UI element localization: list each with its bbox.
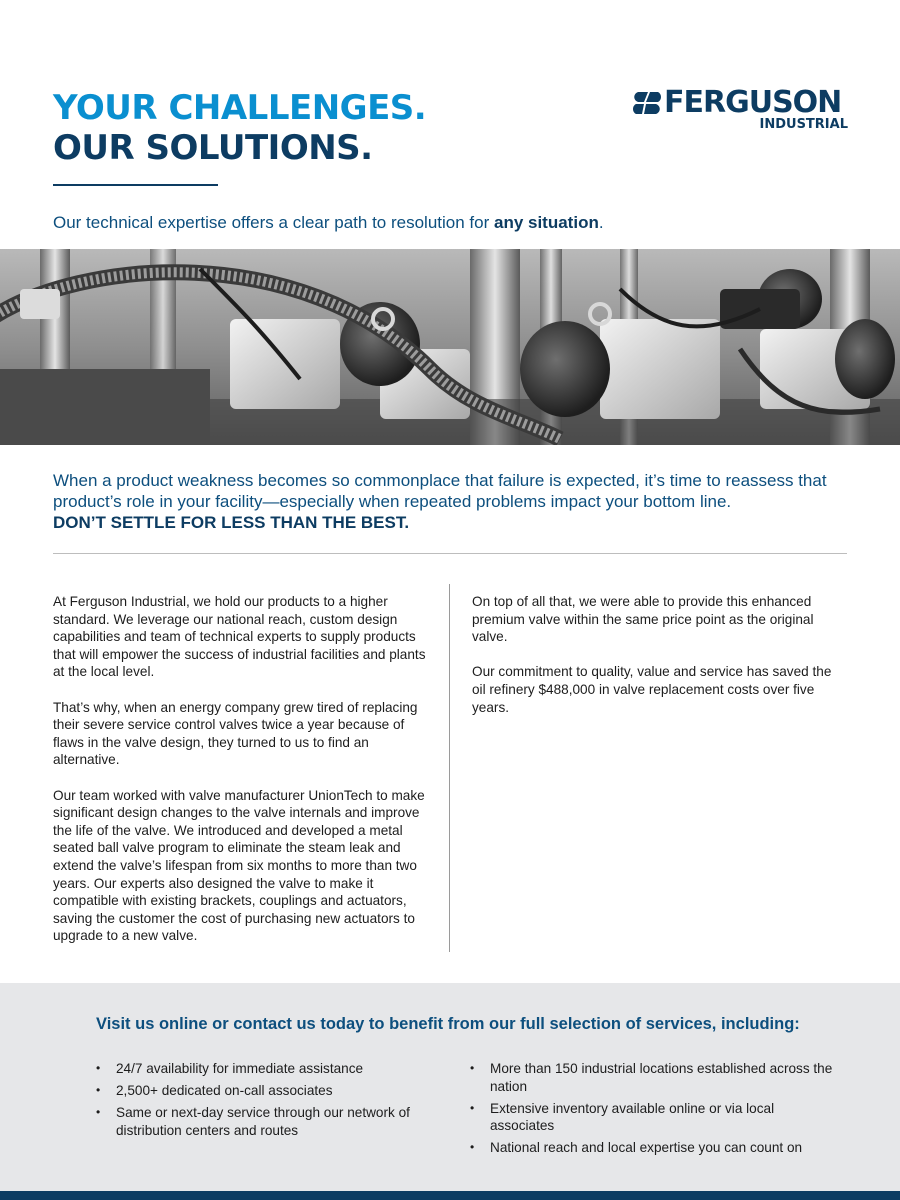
body-column-right	[472, 593, 847, 734]
services-list-left	[96, 1060, 446, 1144]
intro-text	[53, 213, 604, 233]
body-column-left	[53, 593, 433, 962]
list-item: • National reach and local expertise you can count on	[470, 1139, 840, 1157]
valves-illustration	[0, 249, 900, 445]
list-item: • Same or next-day service through our network of distribution centers and routes	[96, 1104, 446, 1139]
body-paragraph: On top of all that, we were able to provide this enhanced premium valve within the same price point as the original valve.	[472, 594, 814, 645]
industrial-valves-photo	[0, 249, 900, 445]
body-paragraph: That’s why, when an energy company grew tired of replacing their severe service control valves twice a year because of flaws in the valve design, they turned to us to find an alternative.	[53, 699, 418, 768]
list-item: • Extensive inventory available online or via local associates	[470, 1100, 840, 1135]
body-paragraph: Our commitment to quality, value and service has saved the oil refinery $488,000 in valve replacement costs over five years.	[472, 664, 832, 715]
bottom-accent-bar	[0, 1191, 900, 1200]
headline-line-2: OUR SOLUTIONS.	[53, 128, 373, 168]
page-headline	[53, 88, 426, 168]
body-paragraph: Our team worked with valve manufacturer UnionTech to make significant design changes to the valve internals and improve the life of the valve. We introduced and developed a metal seated ball valve program to eliminate the steam leak and extend the valve’s lifespan from six months to more than two years. Our experts also designed the valve to make it compatible with existing brackets, couplings and actuators, saving the customer the cost of purchasing new actuators to upgrade to a new valve.	[53, 787, 425, 944]
intro-emphasis: any situation	[493, 213, 599, 232]
intro-suffix: .	[598, 213, 604, 232]
intro-prefix: Our technical expertise offers a clear path to resolution for	[53, 213, 494, 232]
section-divider	[53, 553, 847, 554]
body-paragraph: At Ferguson Industrial, we hold our products to a higher standard. We leverage our national reach, custom design capabilities and team of technical experts to supply products that will empower the success of industrial facilities and plants at the local level.	[53, 594, 426, 680]
services-list-right	[470, 1060, 840, 1161]
list-item: • 24/7 availability for immediate assistance	[96, 1060, 446, 1078]
lead-text: When a product weakness becomes so commonplace that failure is expected, it’s time to reassess that product’s role in your facility—especially when repeated problems impact your bottom line.	[53, 471, 827, 511]
logo-subtitle: INDUSTRIAL	[759, 117, 848, 132]
list-item: • 2,500+ dedicated on-call associates	[96, 1082, 446, 1100]
headline-line-1: YOUR CHALLENGES.	[53, 88, 427, 128]
ferguson-logo	[632, 86, 848, 136]
list-item: • More than 150 industrial locations established across the nation	[470, 1060, 840, 1095]
lead-paragraph	[53, 470, 853, 533]
ferguson-mark-icon	[632, 88, 662, 118]
services-title: Visit us online or contact us today to benefit from our full selection of services, including:	[96, 1015, 800, 1033]
column-divider	[449, 584, 450, 952]
logo-wordmark: FERGUSON	[664, 85, 842, 120]
headline-underline	[53, 184, 218, 186]
lead-emphasis: DON’T SETTLE FOR LESS THAN THE BEST.	[53, 513, 410, 532]
